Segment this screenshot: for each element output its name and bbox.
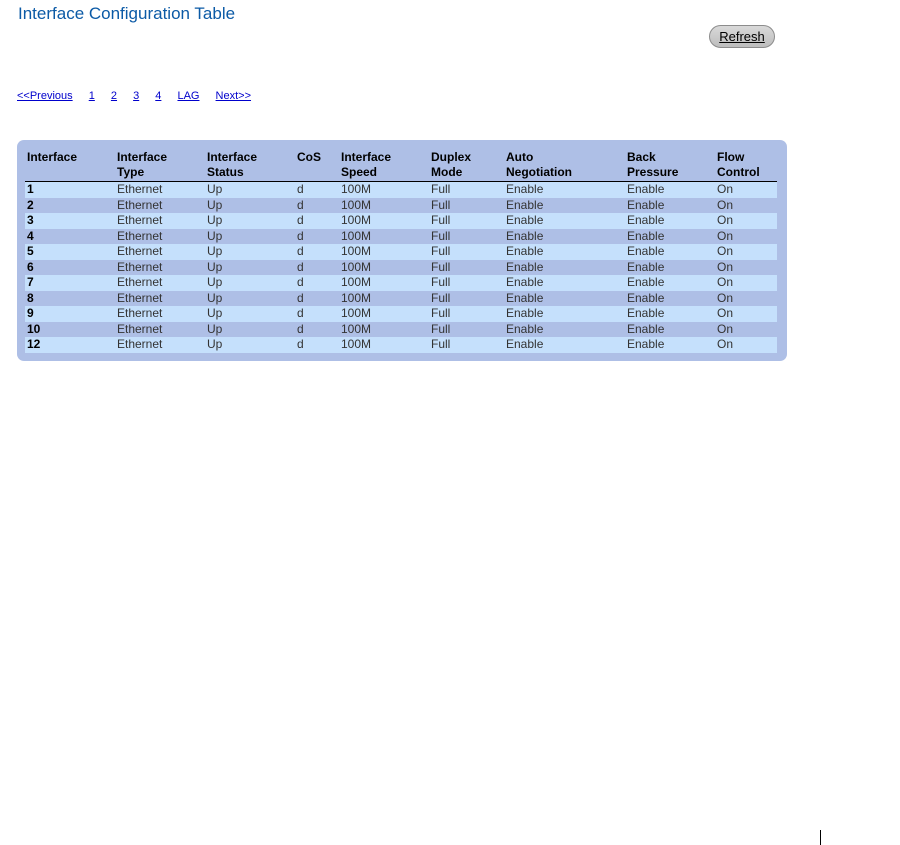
cell-back-pressure: Enable bbox=[625, 213, 715, 229]
column-header-auto-negotiation bbox=[504, 150, 625, 182]
cell-cos: d bbox=[295, 291, 339, 307]
page-link-2[interactable]: 2 bbox=[110, 90, 118, 102]
table-row bbox=[25, 182, 777, 198]
cell-back-pressure: Enable bbox=[625, 306, 715, 322]
page-title: Interface Configuration Table bbox=[18, 4, 236, 23]
cell-interface-type: Ethernet bbox=[115, 229, 205, 245]
cell-cos: d bbox=[295, 229, 339, 245]
cell-interface-status: Up bbox=[205, 244, 295, 260]
cell-duplex-mode: Full bbox=[429, 291, 504, 307]
cell-interface-status: Up bbox=[205, 198, 295, 214]
cell-back-pressure: Enable bbox=[625, 337, 715, 353]
refresh-button[interactable]: Refresh bbox=[709, 25, 775, 48]
cell-interface-speed: 100M bbox=[339, 182, 429, 198]
cell-cos: d bbox=[295, 322, 339, 338]
interface-configuration-table bbox=[25, 150, 777, 353]
cell-interface-status: Up bbox=[205, 275, 295, 291]
cell-back-pressure: Enable bbox=[625, 291, 715, 307]
cell-interface: 6 bbox=[25, 260, 115, 276]
cell-auto-negotiation: Enable bbox=[504, 182, 625, 198]
cell-cos: d bbox=[295, 275, 339, 291]
table-row bbox=[25, 198, 777, 214]
column-header-line: Pressure bbox=[627, 165, 679, 179]
cell-duplex-mode: Full bbox=[429, 229, 504, 245]
cell-flow-control: On bbox=[715, 306, 777, 322]
column-header-cos bbox=[295, 150, 339, 182]
cell-back-pressure: Enable bbox=[625, 244, 715, 260]
cell-duplex-mode: Full bbox=[429, 306, 504, 322]
column-header-line: Mode bbox=[431, 165, 463, 179]
cell-interface: 3 bbox=[25, 213, 115, 229]
cell-interface-speed: 100M bbox=[339, 260, 429, 276]
cell-back-pressure: Enable bbox=[625, 260, 715, 276]
cell-interface-speed: 100M bbox=[339, 275, 429, 291]
column-header-interface-status bbox=[205, 150, 295, 182]
cell-interface-status: Up bbox=[205, 291, 295, 307]
cell-interface-speed: 100M bbox=[339, 244, 429, 260]
cell-duplex-mode: Full bbox=[429, 213, 504, 229]
cell-flow-control: On bbox=[715, 213, 777, 229]
cell-duplex-mode: Full bbox=[429, 260, 504, 276]
cell-auto-negotiation: Enable bbox=[504, 260, 625, 276]
page-link-4[interactable]: 4 bbox=[155, 90, 162, 102]
cell-interface-status: Up bbox=[205, 213, 295, 229]
cell-back-pressure: Enable bbox=[625, 275, 715, 291]
cell-interface-type: Ethernet bbox=[115, 291, 205, 307]
cell-cos: d bbox=[295, 182, 339, 198]
cell-flow-control: On bbox=[715, 244, 777, 260]
lag-link[interactable]: LAG bbox=[177, 90, 200, 102]
cell-duplex-mode: Full bbox=[429, 337, 504, 353]
cell-auto-negotiation: Enable bbox=[504, 337, 625, 353]
cell-interface: 2 bbox=[25, 198, 115, 214]
page-link-3[interactable]: 3 bbox=[133, 90, 140, 102]
cell-duplex-mode: Full bbox=[429, 275, 504, 291]
cell-interface-speed: 100M bbox=[339, 291, 429, 307]
cell-interface-speed: 100M bbox=[339, 322, 429, 338]
column-header-line: Interface bbox=[207, 150, 258, 164]
table-row bbox=[25, 306, 777, 322]
cell-duplex-mode: Full bbox=[429, 198, 504, 214]
cell-interface-type: Ethernet bbox=[115, 337, 205, 353]
column-header-line: Interface bbox=[117, 150, 168, 164]
column-header-line: Duplex bbox=[431, 150, 472, 164]
cell-cos: d bbox=[295, 198, 339, 214]
cell-interface-type: Ethernet bbox=[115, 198, 205, 214]
cell-duplex-mode: Full bbox=[429, 244, 504, 260]
cell-flow-control: On bbox=[715, 198, 777, 214]
cell-cos: d bbox=[295, 244, 339, 260]
cell-interface: 9 bbox=[25, 306, 115, 322]
column-header-line: CoS bbox=[297, 150, 321, 164]
table-row bbox=[25, 260, 777, 276]
cell-flow-control: On bbox=[715, 229, 777, 245]
cell-interface-type: Ethernet bbox=[115, 275, 205, 291]
cell-interface-type: Ethernet bbox=[115, 244, 205, 260]
cell-flow-control: On bbox=[715, 275, 777, 291]
column-header-flow-control bbox=[715, 150, 777, 182]
table-row bbox=[25, 275, 777, 291]
previous-page-link[interactable]: <<Previous bbox=[17, 90, 73, 102]
cell-interface-type: Ethernet bbox=[115, 260, 205, 276]
column-header-interface-type bbox=[115, 150, 205, 182]
cell-interface-status: Up bbox=[205, 306, 295, 322]
page-link-1[interactable]: 1 bbox=[88, 90, 95, 102]
column-header-line: Control bbox=[717, 165, 760, 179]
cell-back-pressure: Enable bbox=[625, 322, 715, 338]
cell-interface-type: Ethernet bbox=[115, 322, 205, 338]
cell-flow-control: On bbox=[715, 337, 777, 353]
cell-interface: 12 bbox=[25, 337, 115, 353]
cell-interface-status: Up bbox=[205, 337, 295, 353]
cell-back-pressure: Enable bbox=[625, 198, 715, 214]
cell-interface-status: Up bbox=[205, 322, 295, 338]
cell-interface-status: Up bbox=[205, 229, 295, 245]
cell-interface-speed: 100M bbox=[339, 306, 429, 322]
cell-interface-type: Ethernet bbox=[115, 213, 205, 229]
cell-back-pressure: Enable bbox=[625, 182, 715, 198]
table-row bbox=[25, 322, 777, 338]
column-header-line: Interface bbox=[27, 150, 78, 164]
cell-cos: d bbox=[295, 306, 339, 322]
cell-interface: 4 bbox=[25, 229, 115, 245]
cell-interface-type: Ethernet bbox=[115, 182, 205, 198]
table-row bbox=[25, 244, 777, 260]
column-header-back-pressure bbox=[625, 150, 715, 182]
cell-auto-negotiation: Enable bbox=[504, 275, 625, 291]
cell-flow-control: On bbox=[715, 322, 777, 338]
column-header-line: Status bbox=[207, 165, 244, 179]
column-header-line: Negotiation bbox=[506, 165, 572, 179]
cell-flow-control: On bbox=[715, 291, 777, 307]
table-row bbox=[25, 337, 777, 353]
cell-interface: 10 bbox=[25, 322, 115, 338]
table-header-row bbox=[25, 150, 777, 182]
column-header-line: Back bbox=[627, 150, 656, 164]
cell-auto-negotiation: Enable bbox=[504, 322, 625, 338]
table-body bbox=[25, 182, 777, 353]
cell-interface-speed: 100M bbox=[339, 337, 429, 353]
interface-table-panel bbox=[17, 140, 787, 361]
cell-back-pressure: Enable bbox=[625, 229, 715, 245]
cell-interface: 5 bbox=[25, 244, 115, 260]
cell-auto-negotiation: Enable bbox=[504, 198, 625, 214]
column-header-interface-speed bbox=[339, 150, 429, 182]
column-header-line: Type bbox=[117, 165, 145, 179]
column-header-interface bbox=[25, 150, 115, 182]
cell-interface-speed: 100M bbox=[339, 229, 429, 245]
cell-interface-speed: 100M bbox=[339, 213, 429, 229]
cell-auto-negotiation: Enable bbox=[504, 291, 625, 307]
cell-interface: 8 bbox=[25, 291, 115, 307]
table-row bbox=[25, 213, 777, 229]
text-cursor-mark bbox=[820, 830, 821, 845]
cell-auto-negotiation: Enable bbox=[504, 244, 625, 260]
cell-auto-negotiation: Enable bbox=[504, 306, 625, 322]
column-header-line: Interface bbox=[341, 150, 392, 164]
table-row bbox=[25, 229, 777, 245]
cell-flow-control: On bbox=[715, 182, 777, 198]
cell-flow-control: On bbox=[715, 260, 777, 276]
cell-interface-type: Ethernet bbox=[115, 306, 205, 322]
cell-cos: d bbox=[295, 260, 339, 276]
cell-interface: 1 bbox=[25, 182, 115, 198]
column-header-line: Speed bbox=[341, 165, 378, 179]
cell-interface-status: Up bbox=[205, 260, 295, 276]
cell-cos: d bbox=[295, 337, 339, 353]
cell-cos: d bbox=[295, 213, 339, 229]
column-header-line: Flow bbox=[717, 150, 745, 164]
cell-interface-status: Up bbox=[205, 182, 295, 198]
column-header-duplex-mode bbox=[429, 150, 504, 182]
column-header-line: Auto bbox=[506, 150, 534, 164]
table-row bbox=[25, 291, 777, 307]
cell-interface-speed: 100M bbox=[339, 198, 429, 214]
next-page-link[interactable]: Next>> bbox=[215, 90, 252, 102]
pagination bbox=[17, 90, 264, 102]
cell-auto-negotiation: Enable bbox=[504, 229, 625, 245]
cell-interface: 7 bbox=[25, 275, 115, 291]
cell-duplex-mode: Full bbox=[429, 322, 504, 338]
cell-duplex-mode: Full bbox=[429, 182, 504, 198]
cell-auto-negotiation: Enable bbox=[504, 213, 625, 229]
